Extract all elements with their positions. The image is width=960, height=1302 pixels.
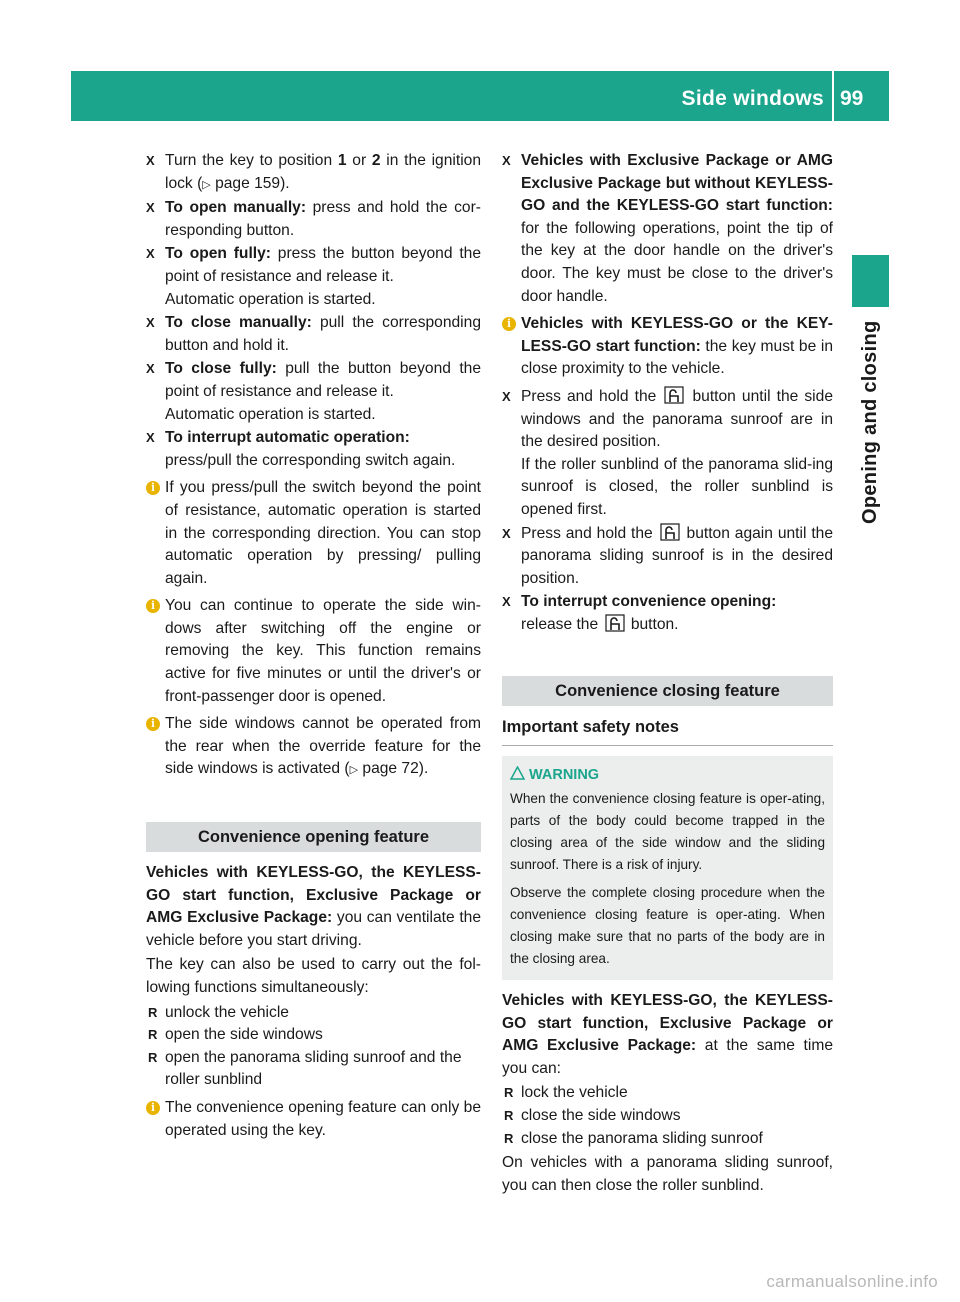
info-icon: i (146, 1101, 160, 1115)
list-item: R lock the vehicle (502, 1082, 833, 1105)
page-link[interactable]: page 159). (210, 174, 290, 192)
list-item: R close the panorama sliding sunroof (502, 1128, 833, 1151)
info-note: i You can continue to operate the side win-dows after switching off the engine or removing the key. This function remains active for five minutes or until the driver's or front-passenger door is opened. (146, 595, 481, 708)
list-item: R close the side windows (502, 1105, 833, 1128)
arrow-marker-icon: X (146, 361, 155, 377)
page-title: Side windows (681, 87, 824, 110)
unlock-key-icon (664, 386, 684, 404)
info-note: i The convenience opening feature can only be operated using the key. (146, 1097, 481, 1142)
step-turn-key: X Turn the key to position 1 or 2 in the ignition lock (▷ page 159). (146, 152, 482, 192)
arrow-marker-icon: X (502, 388, 511, 404)
bullet-marker-icon: R (504, 1085, 514, 1101)
arrow-marker-icon: X (502, 525, 511, 541)
warning-triangle-icon (510, 766, 525, 780)
bullet-marker-icon: R (148, 1027, 158, 1043)
step-close-fully: X To close fully: pull the button beyond the point of resistance and release it. Automatic operation is started. (146, 360, 481, 423)
section-title: Convenience closing feature (502, 676, 833, 706)
subheading: Important safety notes (502, 716, 833, 746)
arrow-marker-icon: X (146, 246, 155, 262)
unlock-key-icon (660, 523, 680, 541)
page-link[interactable]: page 72). (358, 760, 429, 778)
step-open-manually: X To open manually: press and hold the cor-responding button. (146, 199, 481, 239)
arrow-marker-icon: X (146, 153, 155, 168)
arrow-marker-icon: X (146, 315, 155, 331)
left-column (146, 150, 481, 1147)
bullet-marker-icon: R (504, 1108, 514, 1124)
arrow-marker-icon: X (146, 430, 155, 446)
side-tab-marker (852, 255, 889, 307)
paragraph: The key can also be used to carry out the fol-lowing functions simultaneously: (146, 956, 481, 996)
bullet-marker-icon: R (148, 1004, 158, 1020)
arrow-marker-icon: X (146, 200, 155, 216)
step-interrupt: X To interrupt automatic operation: press/pull the corresponding switch again. (146, 429, 456, 469)
section-title: Convenience opening feature (146, 822, 481, 852)
list-item: R unlock the vehicle (146, 1002, 481, 1025)
watermark: carmanualsonline.info (766, 1272, 938, 1291)
warning-box: WARNING When the convenience closing feature is oper-ating, parts of the body could become trapped in the closing area of the side window and the sliding sunroof. There is a risk of injury. Observe the complete closing procedure when the convenience closing feature is oper-ating. When closing make sure that no parts of the body are in the closing area. (502, 756, 833, 980)
page-ref-icon: ▷ (202, 178, 211, 191)
step-exclusive-package: X Vehicles with Exclusive Package or AMG Exclusive Package but without KEYLESS-GO and the KEYLESS-GO start function: for the following operations, point the tip of the key at the door handle on the driver's door. The key must be close to the driver's door handle. (502, 152, 833, 305)
info-note: i The side windows cannot be operated from the rear when the override feature for the side windows is activated (▷ page 72). (146, 713, 481, 782)
info-note: i If you press/pull the switch beyond the point of resistance, automatic operation is started in the corresponding direction. You can stop automatic operation by pressing/ pulling again. (146, 477, 481, 590)
step-close-manually: X To close manually: pull the corresponding button and hold it. (146, 314, 481, 354)
bullet-marker-icon: R (504, 1130, 514, 1146)
warning-header: WARNING (510, 764, 825, 786)
paragraph: Vehicles with KEYLESS-GO, the KEYLESS-GO start function, Exclusive Package or AMG Exclusive Package: at the same time you can: (502, 992, 833, 1077)
step-press-hold: X Press and hold the button until the side windows and the panorama sunroof are in the desired position. If the roller sunblind of the panorama slid-ing sunroof is closed, the roller sunblind is opened first. (502, 387, 833, 518)
header-divider (832, 71, 834, 121)
page-ref-icon: ▷ (349, 764, 359, 777)
step-interrupt-convenience: X To interrupt convenience opening: release the button. (502, 593, 777, 633)
step-open-fully: X To open fully: press the button beyond the point of resistance and release it. Automatic operation is started. (146, 245, 481, 308)
info-icon: i (146, 599, 160, 613)
paragraph: On vehicles with a panorama sliding sunroof, you can then close the roller sunblind. (502, 1154, 833, 1194)
right-column (502, 150, 833, 1199)
step-press-hold-again: X Press and hold the button again until the panorama sliding sunroof is in the desired position. (502, 524, 833, 587)
unlock-key-icon (605, 614, 625, 632)
list-item: R open the panorama sliding sunroof and the roller sunblind (148, 1048, 462, 1089)
list-item: R open the side windows (146, 1024, 481, 1047)
paragraph: Vehicles with KEYLESS-GO, the KEYLESS-GO start function, Exclusive Package or AMG Exclusive Package: you can ventilate the vehicle before you start driving. (146, 864, 482, 949)
info-icon: i (146, 717, 160, 731)
info-note: i Vehicles with KEYLESS-GO or the KEY-LESS-GO start function: the key must be in close proximity to the vehicle. (502, 313, 833, 381)
side-tab-label: Opening and closing (859, 321, 881, 525)
info-icon: i (502, 317, 516, 331)
bullet-marker-icon: R (148, 1049, 158, 1065)
page-number: 99 (840, 87, 864, 110)
arrow-marker-icon: X (502, 153, 511, 168)
info-icon: i (146, 481, 160, 495)
arrow-marker-icon: X (502, 594, 511, 610)
